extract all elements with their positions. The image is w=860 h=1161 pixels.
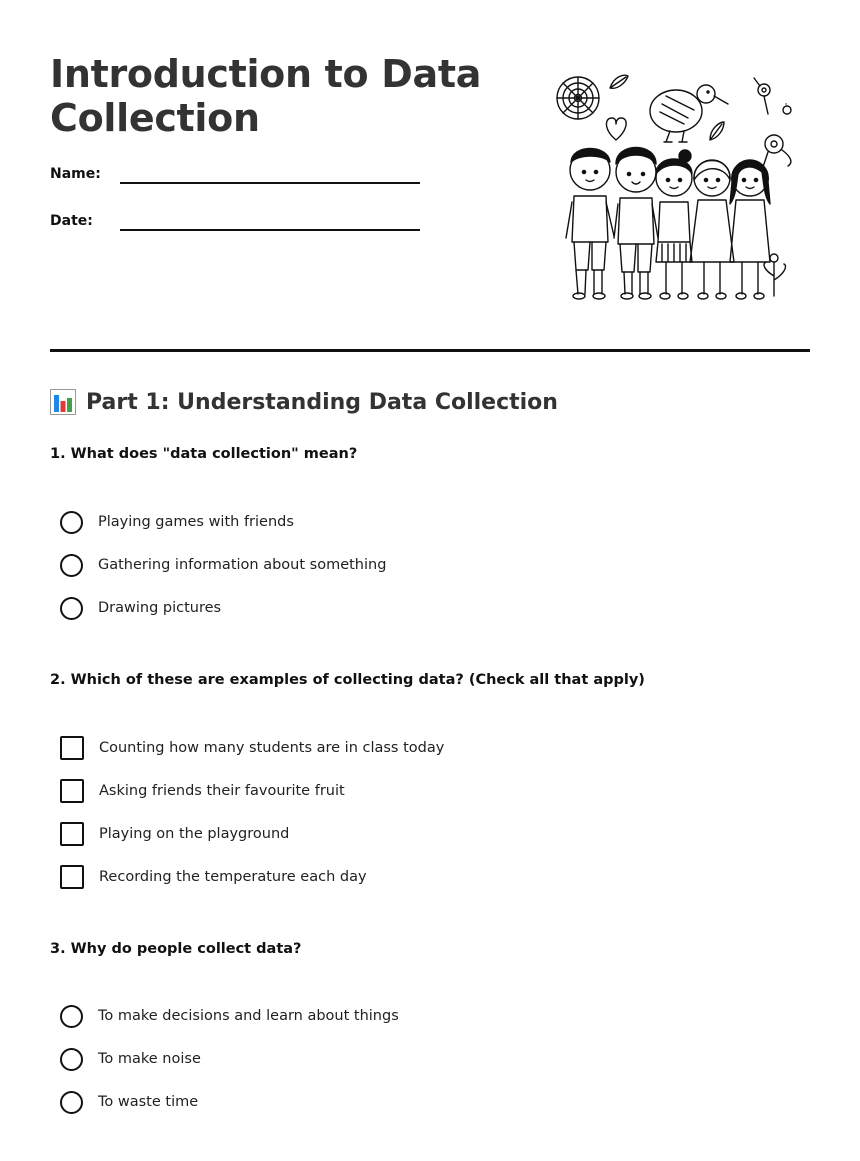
option-label: To make noise — [98, 1051, 201, 1067]
section-divider — [50, 349, 810, 352]
option-label: Counting how many students are in class today — [99, 740, 445, 756]
radio-button[interactable] — [60, 597, 83, 620]
checkbox[interactable] — [60, 736, 84, 760]
option-label: Recording the temperature each day — [99, 869, 367, 885]
date-label: Date: — [50, 213, 93, 229]
worksheet-title: Introduction to Data Collection — [50, 52, 482, 140]
radio-button[interactable] — [60, 1091, 83, 1114]
child-2 — [614, 148, 658, 300]
child-1 — [566, 149, 614, 300]
name-input-line[interactable] — [120, 182, 420, 184]
q2-option-3[interactable] — [60, 821, 289, 847]
option-label: Gathering information about something — [98, 557, 387, 573]
question-2: 2. Which of these are examples of collecting data? (Check all that apply) — [50, 672, 645, 688]
heart-doodle — [606, 118, 626, 140]
flower-doodle-top — [754, 78, 791, 114]
children-group — [566, 148, 770, 300]
radio-button[interactable] — [60, 554, 83, 577]
option-label: Playing games with friends — [98, 514, 294, 530]
small-leaf-doodle — [710, 122, 724, 140]
q1-option-1[interactable] — [60, 509, 294, 535]
option-label: Asking friends their favourite fruit — [99, 783, 345, 799]
radio-button[interactable] — [60, 511, 83, 534]
option-label: To make decisions and learn about things — [98, 1008, 399, 1024]
checkbox[interactable] — [60, 865, 84, 889]
kiwi-bird-doodle — [650, 85, 728, 142]
radio-button[interactable] — [60, 1005, 83, 1028]
checkbox[interactable] — [60, 822, 84, 846]
question-3: 3. Why do people collect data? — [50, 941, 302, 957]
option-label: Drawing pictures — [98, 600, 222, 616]
children-illustration — [548, 66, 800, 304]
q2-option-2[interactable] — [60, 778, 345, 804]
date-input-line[interactable] — [120, 229, 420, 231]
shell-doodle — [557, 77, 599, 119]
part1-heading-text: Part 1: Understanding Data Collection — [86, 389, 558, 415]
date-field-row — [50, 213, 430, 243]
q3-option-1[interactable] — [60, 1003, 399, 1029]
flower-doodle-right — [762, 135, 791, 170]
q1-option-3[interactable] — [60, 595, 221, 621]
leaf-doodle — [610, 75, 628, 88]
q2-option-1[interactable] — [60, 735, 444, 761]
radio-button[interactable] — [60, 1048, 83, 1071]
sprout-doodle — [764, 254, 785, 296]
name-label: Name: — [50, 166, 101, 182]
q3-option-2[interactable] — [60, 1046, 201, 1072]
checkbox[interactable] — [60, 779, 84, 803]
question-1: 1. What does "data collection" mean? — [50, 446, 358, 462]
child-5 — [730, 160, 770, 299]
q1-option-2[interactable] — [60, 552, 386, 578]
option-label: To waste time — [98, 1094, 199, 1110]
part1-heading — [50, 389, 558, 415]
child-4 — [690, 160, 734, 299]
q3-option-3[interactable] — [60, 1089, 198, 1115]
child-3 — [656, 150, 692, 299]
option-label: Playing on the playground — [99, 826, 290, 842]
bar-chart-icon — [50, 389, 76, 415]
q2-option-4[interactable] — [60, 864, 367, 890]
name-field-row — [50, 166, 430, 196]
